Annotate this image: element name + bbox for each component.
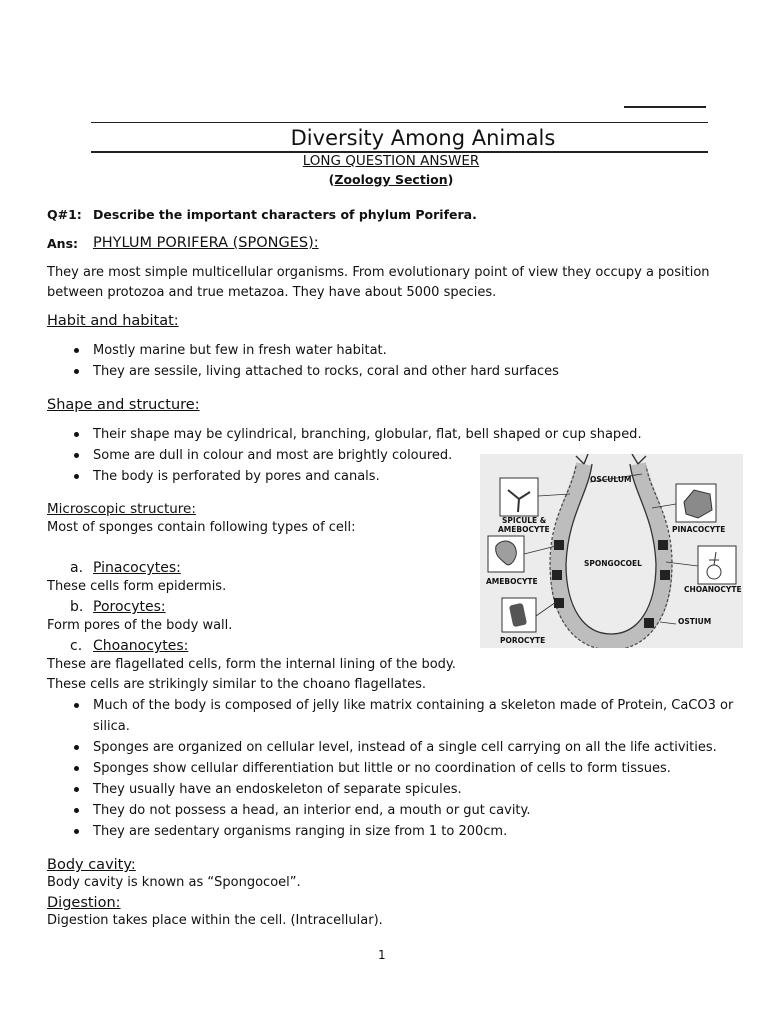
body-cavity-heading: Body cavity: — [47, 857, 136, 873]
section-label-text: Zoology Section — [334, 172, 448, 187]
micro-heading: Microscopic structure: — [47, 501, 196, 517]
list-item: Mostly marine but few in fresh water habitat. — [47, 340, 559, 361]
porocyte-channel — [554, 540, 564, 550]
page-subtitle: LONG QUESTION ANSWER — [302, 153, 480, 169]
label-porocyte: POROCYTE — [500, 636, 546, 645]
body-cavity-text: Body cavity is known as “Spongocoel”. — [47, 875, 301, 890]
label-amebocyte: AMEBOCYTE — [486, 577, 538, 586]
list-item: Sponges show cellular differentiation but little or no coordination of cells to form tissues. — [47, 758, 733, 779]
list-item — [47, 695, 733, 737]
porocyte-channel — [552, 570, 562, 580]
cell-marker-c: c. — [70, 638, 83, 654]
list-item: They usually have an endoskeleton of separate spicules. — [47, 779, 733, 800]
header-top-rule — [91, 122, 708, 123]
digestion-text: Digestion takes place within the cell. (Intracellular). — [47, 913, 383, 928]
section-label: (Zoology Section) — [328, 172, 454, 187]
label-spicule-line2: AMEBOCYTE — [498, 525, 550, 534]
choano-extra: These cells are strikingly similar to the choano flagellates. — [47, 677, 426, 692]
cell-desc-pinacocytes: These cells form epidermis. — [47, 579, 227, 594]
habitat-heading: Habit and habitat: — [47, 313, 179, 329]
porocyte-channel — [644, 618, 654, 628]
list-item: The body is perforated by pores and canals. — [47, 466, 642, 487]
cell-name-pinacocytes: Pinacocytes: — [93, 560, 181, 576]
page-title: Diversity Among Animals — [290, 126, 556, 150]
cell-marker-b: b. — [70, 599, 84, 615]
digestion-heading: Digestion: — [47, 895, 121, 911]
cell-name-porocytes: Porocytes: — [93, 599, 166, 615]
label-spongocoel: SPONGOCOEL — [584, 559, 642, 568]
intro-line-2: between protozoa and true metazoa. They have about 5000 species. — [47, 285, 497, 300]
cell-desc-choanocytes: These are flagellated cells, form the internal lining of the body. — [47, 657, 456, 672]
list-item: Some are dull in colour and most are brightly coloured. — [47, 445, 642, 466]
list-item: Sponges are organized on cellular level, instead of a single cell carrying on all the life activities. — [47, 737, 733, 758]
list-item-line: silica. — [93, 719, 130, 734]
porocyte-channel — [660, 570, 670, 580]
sponge-figure — [480, 454, 743, 648]
list-item-line: Much of the body is composed of jelly like matrix containing a skeleton made of Protein, CaCO3 or — [93, 698, 734, 713]
label-osculum: OSCULUM — [590, 475, 632, 484]
cell-name-choanocytes: Choanocytes: — [93, 638, 189, 654]
label-pinacocyte: PINACOCYTE — [672, 525, 726, 534]
list-item: Their shape may be cylindrical, branching, globular, flat, bell shaped or cup shaped. — [47, 424, 642, 445]
cell-marker-a: a. — [70, 560, 84, 576]
porocyte-channel — [658, 540, 668, 550]
intro-line-1: They are most simple multicellular organisms. From evolutionary point of view they occupy a position — [47, 265, 710, 280]
choanocyte-icon — [707, 565, 721, 579]
list-item: They do not possess a head, an interior end, a mouth or gut cavity. — [47, 800, 733, 821]
label-spicule-line1: SPICULE & — [502, 516, 547, 525]
porocyte-channel — [554, 598, 564, 608]
answer-heading: PHYLUM PORIFERA (SPONGES): — [93, 235, 319, 251]
list-item: They are sessile, living attached to rocks, coral and other hard surfaces — [47, 361, 559, 382]
list-item: They are sedentary organisms ranging in size from 1 to 200cm. — [47, 821, 733, 842]
label-ostium: OSTIUM — [678, 617, 712, 626]
question-text: Describe the important characters of phylum Porifera. — [93, 207, 477, 222]
question-label: Q#1: — [47, 207, 82, 222]
micro-intro: Most of sponges contain following types of cell: — [47, 520, 356, 535]
page-number: 1 — [378, 948, 386, 962]
shape-heading: Shape and structure: — [47, 397, 200, 413]
cell-desc-porocytes: Form pores of the body wall. — [47, 618, 233, 633]
header-short-rule — [624, 106, 706, 108]
label-choanocyte: CHOANOCYTE — [684, 585, 742, 594]
habitat-list — [47, 340, 559, 382]
characters-list — [47, 695, 733, 842]
answer-label: Ans: — [47, 236, 79, 251]
